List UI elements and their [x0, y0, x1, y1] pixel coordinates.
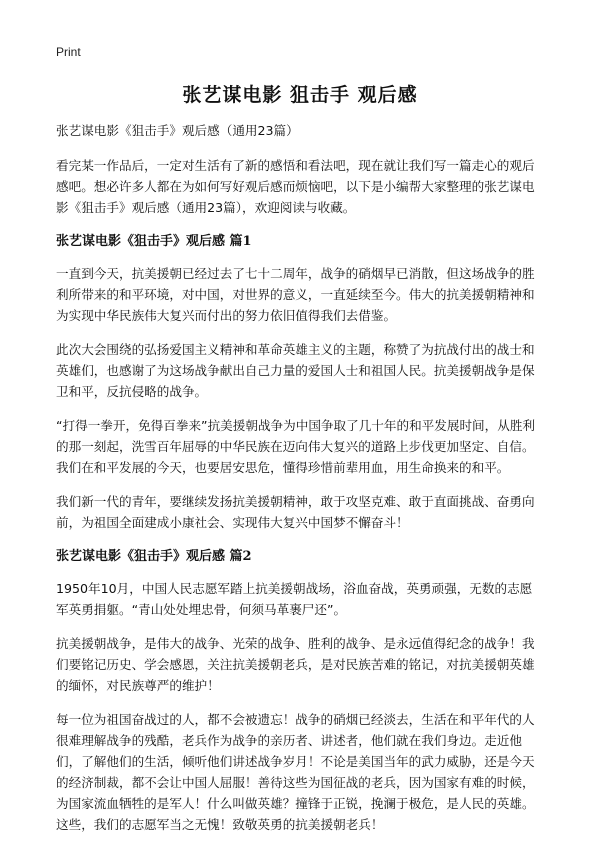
section-heading-1: 张艺谋电影《狙击手》观后感 篇1 [56, 234, 252, 249]
section-1-paragraph-1: 一直到今天，抗美援朝已经过去了七十二周年，战争的硝烟早已消散，但这场战争的胜利所带来的和平环境，对中国，对世界的意义，一直延续至今。伟大的抗美援朝精神和为实现中华民族伟大复兴而付出的努力依旧值得我们去借鉴。 [56, 266, 535, 323]
section-1-paragraph-2: 此次大会围绕的弘扬爱国主义精神和革命英雄主义的主题，称赞了为抗战付出的战士和英雄们，也感谢了为这场战争献出自己力量的爱国人士和祖国人民。抗美援朝战争是保卫和平，反抗侵略的战争。 [56, 342, 535, 399]
section-2-paragraph-3: 每一位为祖国奋战过的人，都不会被遗忘！战争的硝烟已经淡去，生活在和平年代的人很难理解战争的残酷，老兵作为战争的亲历者、讲述者，他们就在我们身边。走近他们，了解他们的生活，倾听他们讲述战争岁月！不论是美国当年的武力威胁，还是今天的经济制裁，都不会让中国人屈服！善待这些为国征战的老兵，因为国家有难的时候，为国家流血牺牲的是军人！什么叫做英雄？撞锋于正锐，挽澜于极危，是人民的英雄。这些，我们的志愿军当之无愧！致敬英勇的抗美援朝老兵！ [56, 712, 535, 832]
section-heading-2: 张艺谋电影《狙击手》观后感 篇2 [56, 549, 252, 564]
section-1-paragraph-4: 我们新一代的青年，要继续发扬抗美援朝精神，敢于攻坚克难、敢于直面挑战、奋勇向前，为祖国全面建成小康社会、实现伟大复兴中国梦不懈奋斗！ [56, 494, 535, 530]
section-2-paragraph-2: 抗美援朝战争，是伟大的战争、光荣的战争、胜利的战争、是永远值得纪念的战争！我们要铭记历史、学会感恩，关注抗美援朝老兵，是对民族苦难的铭记，对抗美援朝英雄的缅怀，对民族尊严的维护！ [56, 636, 535, 693]
section-1-paragraph-3: “打得一拳开，免得百拳来”抗美援朝战争为中国争取了几十年的和平发展时间，从胜利的那一刻起，洗雪百年屈辱的中华民族在迈向伟大复兴的道路上步伐更加坚定、自信。我们在和平发展的今天，也要居安思危，懂得珍惜前辈用血，用生命换来的和平。 [56, 418, 536, 475]
article-body [56, 120, 544, 848]
article-subtitle: 张艺谋电影《狙击手》观后感（通用23篇） [56, 123, 299, 138]
print-link[interactable]: Print [56, 45, 81, 59]
section-2-paragraph-1: 1950年10月，中国人民志愿军踏上抗美援朝战场，浴血奋战，英勇顽强，无数的志愿军英勇捐躯。“青山处处埋忠骨，何须马革裹尸还”。 [56, 581, 533, 617]
page-title: 张艺谋电影 狙击手 观后感 [182, 84, 418, 106]
intro-paragraph: 看完某一作品后，一定对生活有了新的感悟和看法吧，现在就让我们写一篇走心的观后感吧。想必许多人都在为如何写好观后感而烦恼吧，以下是小编帮大家整理的张艺谋电影《狙击手》观后感（通用23篇），欢迎阅读与收藏。 [56, 158, 535, 215]
